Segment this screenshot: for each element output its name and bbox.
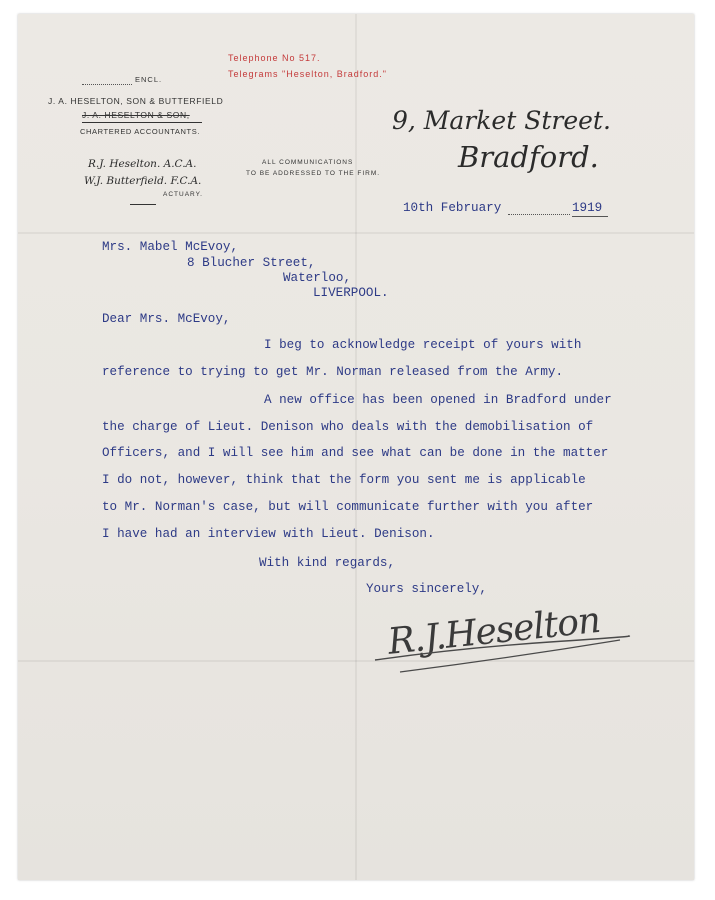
body-line: A new office has been opened in Bradford under [264, 393, 612, 407]
date-day-month: 10th February [403, 201, 502, 215]
signature-underline [370, 628, 640, 678]
recipient-street: 8 Blucher Street, [187, 256, 316, 270]
partner-1: R.J. Heselton. A.C.A. [88, 158, 197, 170]
body-line: I do not, however, think that the form you sent me is applicable [102, 473, 586, 487]
closing-regards: With kind regards, [259, 556, 396, 570]
address-city: Bradford. [458, 140, 599, 174]
telephone-line: Telephone No 517. [228, 53, 321, 63]
recipient-name: Mrs. Mabel McEvoy, [102, 240, 239, 254]
body-line: I have had an interview with Lieut. Denison. [102, 527, 435, 541]
actuary-label: ACTUARY. [163, 191, 203, 198]
valediction: Yours sincerely, [366, 582, 487, 596]
encl-label: ENCL. [135, 75, 163, 84]
telegrams-line: Telegrams "Heselton, Bradford." [228, 69, 387, 79]
signature: R.J.Heselton [385, 599, 602, 663]
encl-rule [82, 84, 132, 85]
firm-name-struck: J. A. HESELTON & SON, [82, 110, 190, 120]
profession: CHARTERED ACCOUNTANTS. [80, 127, 201, 136]
recipient-district: Waterloo, [283, 271, 352, 285]
recipient-city: LIVERPOOL. [313, 286, 389, 300]
date-dotted-rule [508, 214, 570, 215]
partner-rule [130, 204, 156, 205]
partner-2: W.J. Butterfield. F.C.A. [84, 175, 202, 187]
firm-name: J. A. HESELTON, SON & BUTTERFIELD [48, 96, 224, 106]
communications-line-1: ALL COMMUNICATIONS [262, 159, 354, 166]
body-line: the charge of Lieut. Denison who deals with the demobilisation of [102, 420, 594, 434]
date-year-rule [572, 216, 608, 217]
body-line: I beg to acknowledge receipt of yours with [264, 338, 582, 352]
date-year: 1919 [572, 201, 603, 215]
body-line: to Mr. Norman's case, but will communicate further with you after [102, 500, 594, 514]
communications-line-2: TO BE ADDRESSED TO THE FIRM. [246, 170, 381, 177]
firm-rule [82, 122, 202, 123]
address-street: 9, Market Street. [392, 106, 611, 135]
salutation: Dear Mrs. McEvoy, [102, 312, 231, 326]
body-line: Officers, and I will see him and see what can be done in the matter [102, 446, 609, 460]
body-line: reference to trying to get Mr. Norman released from the Army. [102, 365, 564, 379]
